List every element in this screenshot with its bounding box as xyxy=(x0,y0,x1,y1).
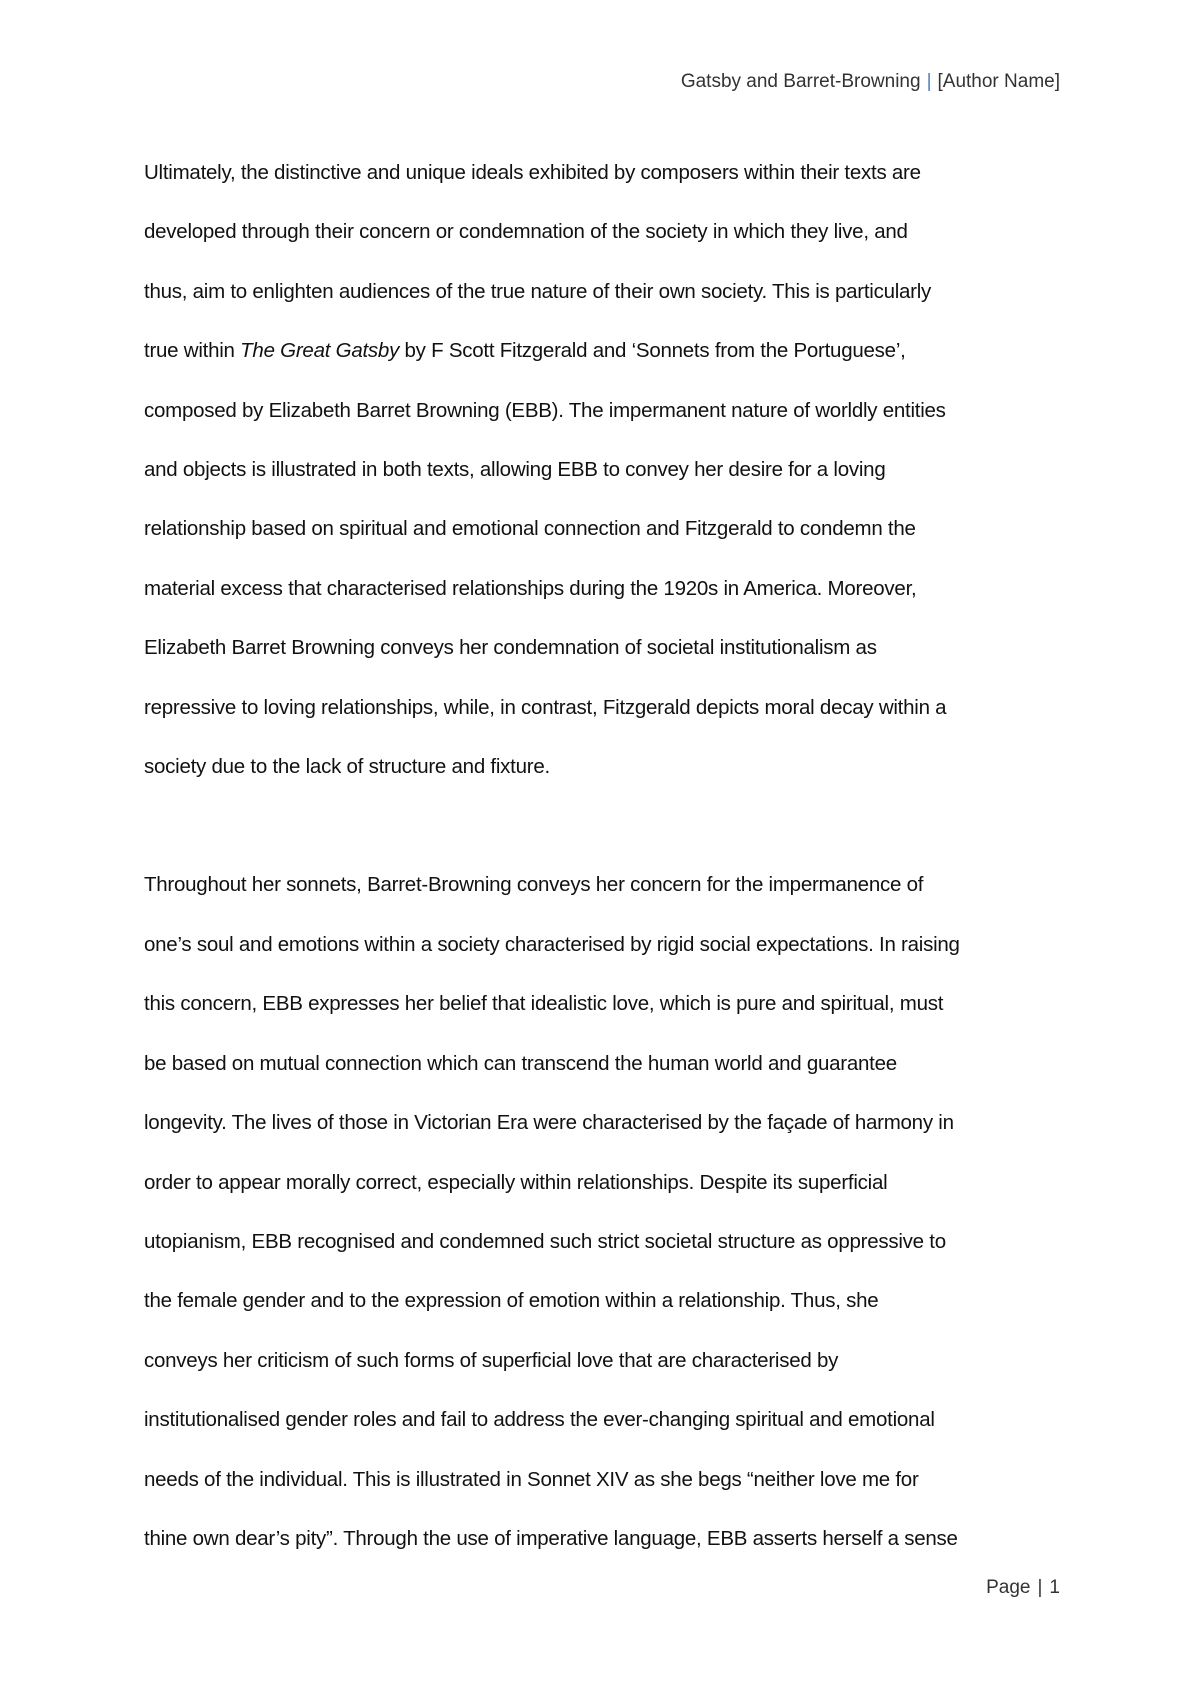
document-body xyxy=(144,143,1056,1568)
paragraph-line: repressive to loving relationships, while, in contrast, Fitzgerald depicts moral decay within a xyxy=(144,695,947,719)
paragraph-line: society due to the lack of structure and fixture. xyxy=(144,755,550,779)
paragraph-line: this concern, EBB expresses her belief that idealistic love, which is pure and spiritual, must xyxy=(144,992,944,1016)
page-number: 1 xyxy=(1049,1577,1060,1598)
paragraph-line: institutionalised gender roles and fail to address the ever-changing spiritual and emotional xyxy=(144,1408,935,1432)
paragraph-1 xyxy=(144,143,1056,796)
paragraph-line: material excess that characterised relationships during the 1920s in America. Moreover, xyxy=(144,576,917,600)
book-title-italic: The Great Gatsby xyxy=(240,339,400,363)
paragraph-line: order to appear morally correct, especially within relationships. Despite its superficial xyxy=(144,1170,888,1194)
paragraph-line: Throughout her sonnets, Barret-Browning conveys her concern for the impermanence of xyxy=(144,873,924,897)
paragraph-line: conveys her criticism of such forms of superficial love that are characterised by xyxy=(144,1348,839,1372)
paragraph-line: and objects is illustrated in both texts, allowing EBB to convey her desire for a loving xyxy=(144,458,886,482)
paragraph-line: Elizabeth Barret Browning conveys her condemnation of societal institutionalism as xyxy=(144,636,877,660)
paragraph-line: thus, aim to enlighten audiences of the true nature of their own society. This is particularly xyxy=(144,279,932,303)
paragraph-line: longevity. The lives of those in Victorian Era were characterised by the façade of harmony in xyxy=(144,1111,954,1135)
paragraph-line: needs of the individual. This is illustrated in Sonnet XIV as she begs “neither love me for xyxy=(144,1467,919,1491)
paragraph-line xyxy=(144,321,1056,380)
page-header xyxy=(681,72,1060,91)
line-text-after: by F Scott Fitzgerald and ‘Sonnets from the Portuguese’, xyxy=(399,339,906,363)
page-footer xyxy=(986,1578,1060,1597)
paragraph-line: be based on mutual connection which can transcend the human world and guarantee xyxy=(144,1051,897,1075)
paragraph-line: the female gender and to the expression of emotion within a relationship. Thus, she xyxy=(144,1289,879,1313)
header-title: Gatsby and Barret-Browning xyxy=(680,71,921,92)
paragraph-line: thine own dear’s pity”. Through the use of imperative language, EBB asserts herself a sense xyxy=(144,1526,958,1550)
footer-page-label: Page xyxy=(986,1577,1031,1598)
paragraph-line: utopianism, EBB recognised and condemned such strict societal structure as oppressive to xyxy=(144,1229,946,1253)
footer-separator: | xyxy=(1037,1577,1043,1598)
header-author: [Author Name] xyxy=(937,71,1060,92)
paragraph-line: developed through their concern or condemnation of the society in which they live, and xyxy=(144,220,908,244)
line-text-before: true within xyxy=(144,339,241,363)
paragraph-line: composed by Elizabeth Barret Browning (EBB). The impermanent nature of worldly entities xyxy=(144,398,946,422)
paragraph-line: relationship based on spiritual and emotional connection and Fitzgerald to condemn the xyxy=(144,517,916,541)
paragraph-line: Ultimately, the distinctive and unique ideals exhibited by composers within their texts are xyxy=(144,161,921,184)
header-separator: | xyxy=(926,71,932,92)
paragraph-2 xyxy=(144,855,1056,1568)
paragraph-line: one’s soul and emotions within a society characterised by rigid social expectations. In raising xyxy=(144,932,960,956)
